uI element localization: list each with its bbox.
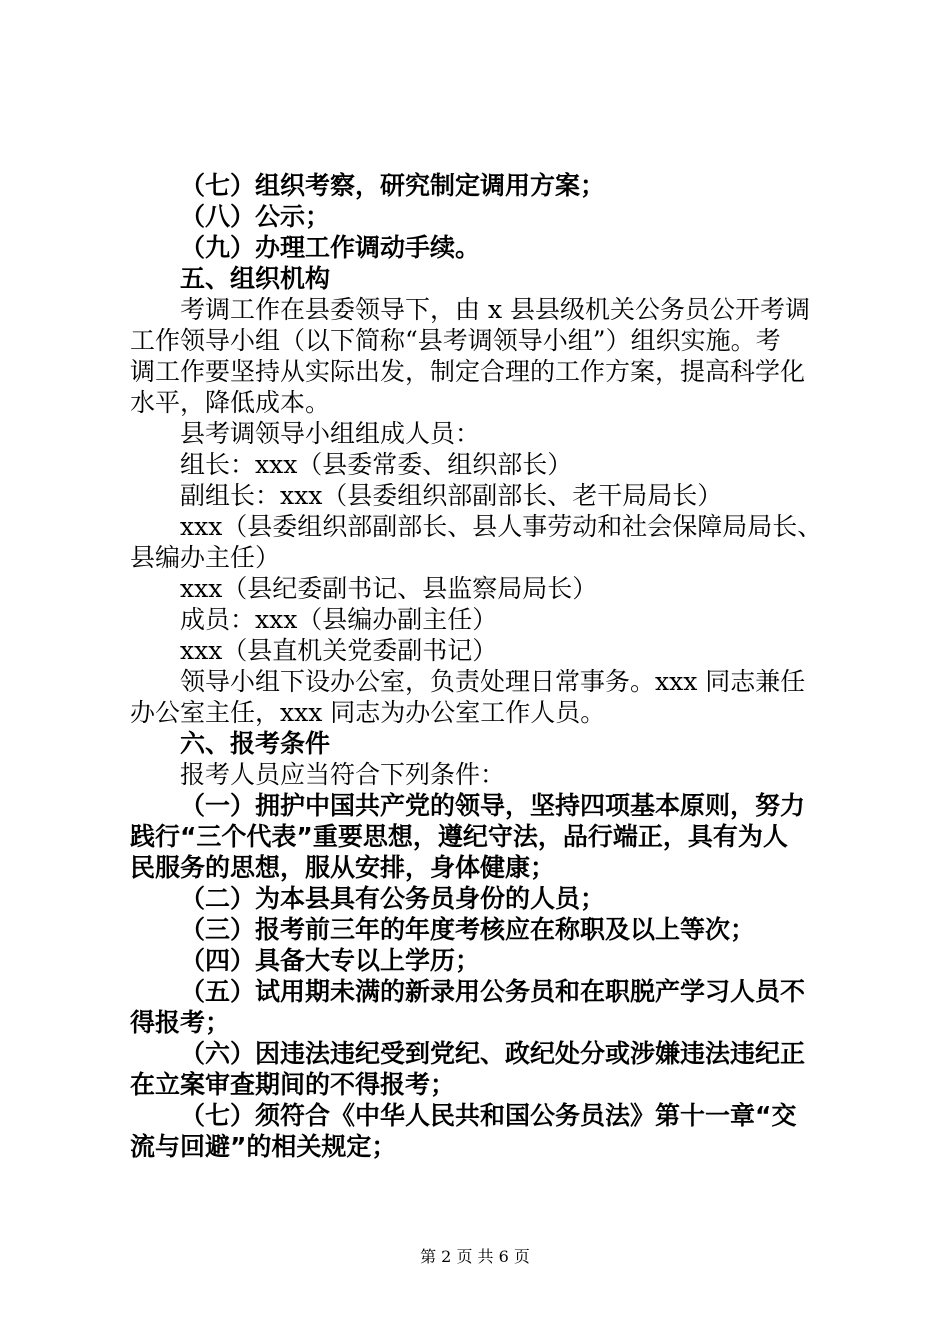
text-line: （七）组织考察，研究制定调用方案； [180,171,606,200]
text-line: （九）办理工作调动手续。 [180,233,481,262]
text-line: 工作领导小组（以下简称“县考调领导小组”）组织实施。考 [130,326,781,355]
text-line: xxx（县直机关党委副书记） [180,636,498,665]
text-line: 县编办主任） [130,543,281,572]
section-heading: 五、组织机构 [180,264,331,293]
text-line: 成员：xxx（县编办副主任） [180,605,498,634]
text-line: 水平，降低成本。 [130,388,331,417]
text-line: 调工作要坚持从实际出发，制定合理的工作方案，提高科学化 [130,357,806,386]
text-line: 组长：xxx（县委常委、组织部长） [180,450,573,479]
text-line: 办公室主任，xxx 同志为办公室工作人员。 [130,698,606,727]
text-line: （二）为本县具有公务员身份的人员； [180,884,606,913]
text-line: xxx（县纪委副书记、县监察局局长） [180,574,598,603]
text-line: 副组长：xxx（县委组织部副部长、老干局局长） [180,481,723,510]
text-line: （四）具备大专以上学历； [180,946,481,975]
text-line: （三）报考前三年的年度考核应在称职及以上等次； [180,915,756,944]
text-line: 得报考； [130,1008,231,1037]
text-line: 民服务的思想，服从安排，身体健康； [130,853,556,882]
text-line: （八）公示； [180,202,331,231]
text-line: 践行“三个代表”重要思想，遵纪守法，品行端正，具有为人 [130,822,788,851]
text-line: （六）因违法违纪受到党纪、政纪处分或涉嫌违法违纪正 [180,1039,806,1068]
text-line: 在立案审查期间的不得报考； [130,1070,456,1099]
document-body [130,170,830,1162]
text-line: 县考调领导小组组成人员： [180,419,481,448]
text-line: 考调工作在县委领导下，由 x 县县级机关公务员公开考调 [180,295,810,324]
page-footer: 第 2 页 共 6 页 [420,1247,530,1266]
section-heading: 六、报考条件 [180,729,331,758]
text-line: （七）须符合《中华人民共和国公务员法》第十一章“交 [180,1101,797,1130]
text-line: （一）拥护中国共产党的领导，坚持四项基本原则，努力 [180,791,806,820]
text-line: （五）试用期未满的新录用公务员和在职脱产学习人员不 [180,977,806,1006]
text-line: 领导小组下设办公室，负责处理日常事务。xxx 同志兼任 [180,667,806,696]
text-line: 流与回避”的相关规定； [130,1132,397,1161]
text-line: xxx（县委组织部副部长、县人事劳动和社会保障局局长、 [180,512,823,541]
text-line: 报考人员应当符合下列条件： [180,760,506,789]
